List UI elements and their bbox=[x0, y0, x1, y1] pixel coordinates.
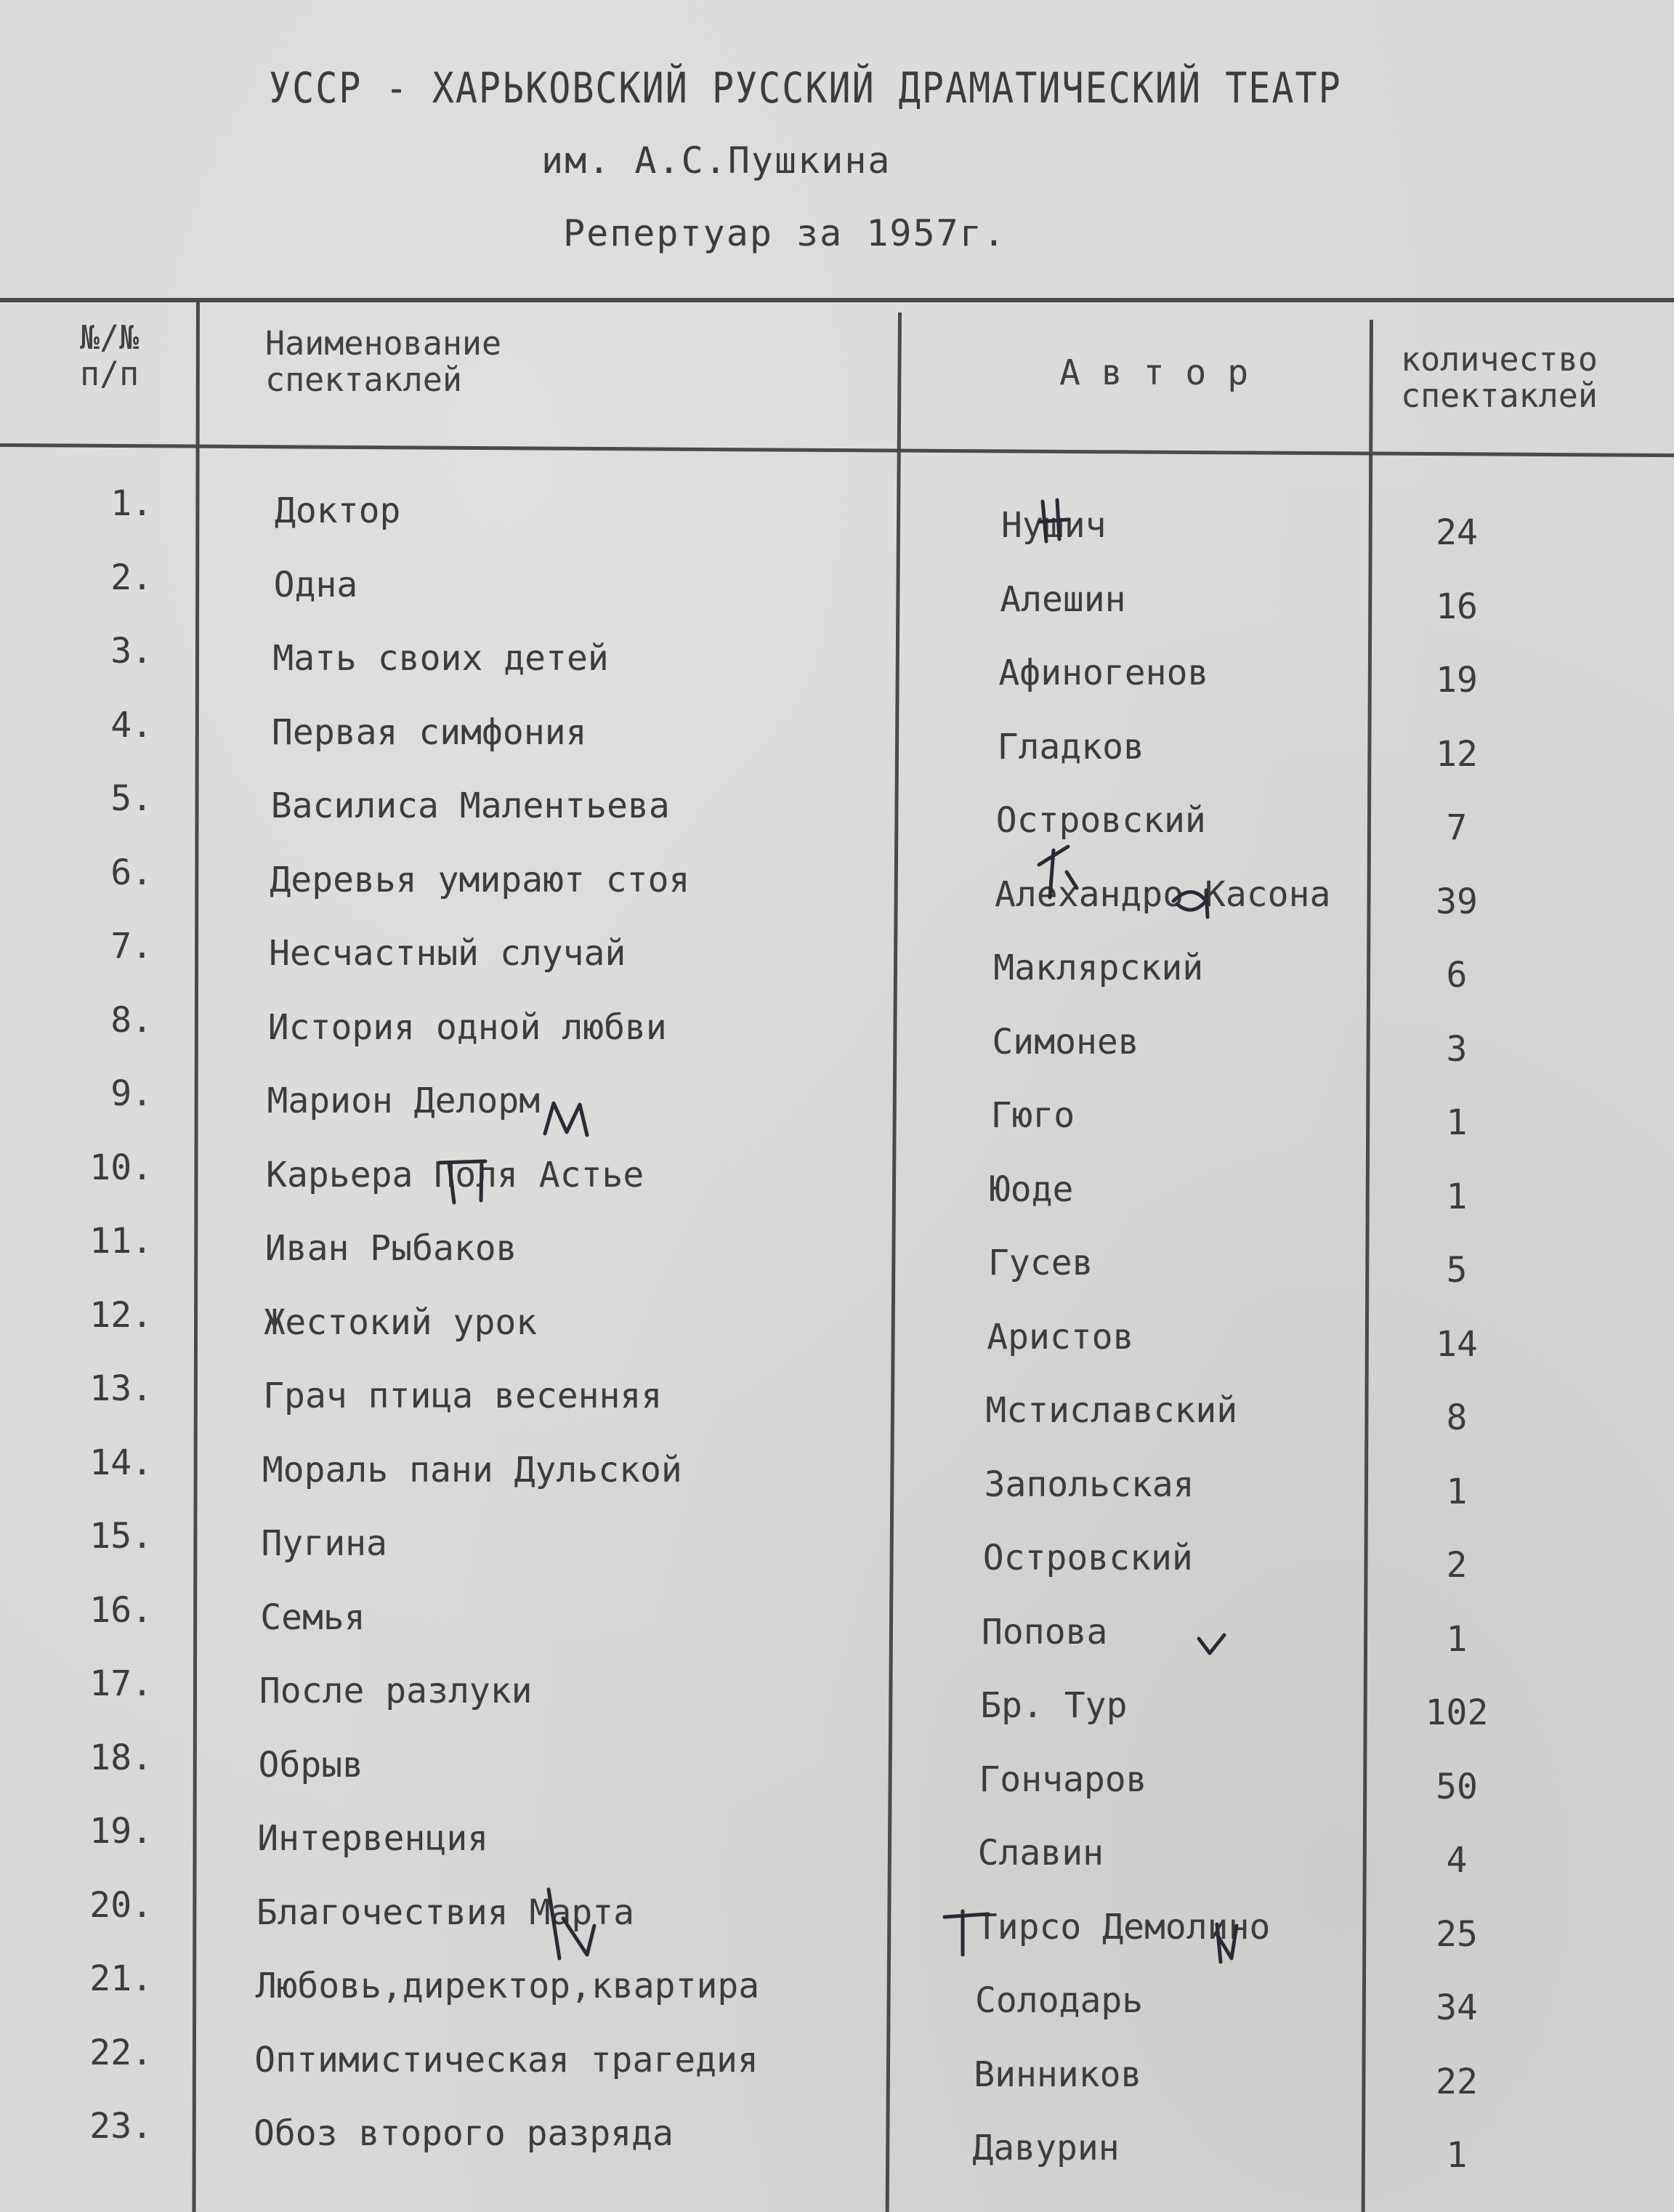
performance-count: 25 bbox=[1436, 1913, 1478, 1955]
performance-author: Запольская bbox=[984, 1464, 1194, 1505]
performance-author: Афиногенов bbox=[998, 653, 1209, 693]
performance-count: 7 bbox=[1446, 807, 1468, 848]
performance-count: 34 bbox=[1436, 1987, 1478, 2028]
document-heading-repertoire: Репертуар за 1957г. bbox=[563, 212, 1006, 254]
performance-title: Одна bbox=[273, 564, 358, 605]
performance-author: Нушич bbox=[1001, 505, 1107, 546]
row-number: 14. bbox=[89, 1442, 153, 1483]
performance-author: Гусев bbox=[988, 1243, 1093, 1283]
performance-author: Гюго bbox=[990, 1095, 1075, 1136]
performance-count: 39 bbox=[1436, 881, 1478, 922]
row-number: 19. bbox=[89, 1811, 153, 1852]
performance-count: 1 bbox=[1446, 1471, 1468, 1512]
performance-title: История одной любви bbox=[267, 1006, 667, 1048]
performance-count: 102 bbox=[1425, 1692, 1489, 1733]
performance-author: Алехандро Касона bbox=[995, 873, 1331, 915]
performance-title: Карьера Поля Астье bbox=[266, 1154, 644, 1195]
performance-count: 16 bbox=[1436, 586, 1478, 627]
performance-title: Мораль пани Дульской bbox=[262, 1449, 682, 1490]
performance-title: Благочествия Марта bbox=[256, 1892, 635, 1933]
performance-count: 8 bbox=[1446, 1397, 1468, 1438]
document-heading-institution: УССР - ХАРЬКОВСКИЙ РУССКИЙ ДРАМАТИЧЕСКИЙ ТЕАТР bbox=[269, 64, 1342, 113]
row-number: 2. bbox=[110, 557, 153, 598]
column-header-title: Наименование спектаклей bbox=[265, 324, 502, 399]
performance-author: Винников bbox=[974, 2054, 1142, 2095]
performance-count: 24 bbox=[1436, 512, 1478, 553]
performance-count: 1 bbox=[1446, 1618, 1468, 1660]
performance-title: Любовь,директор,квартира bbox=[255, 1966, 760, 2006]
row-number: 17. bbox=[89, 1663, 153, 1704]
performance-count: 12 bbox=[1436, 733, 1478, 775]
performance-author: Алешин bbox=[1000, 578, 1126, 620]
performance-title: Оптимистическая трагедия bbox=[254, 2039, 759, 2080]
performance-count: 6 bbox=[1446, 955, 1468, 996]
performance-author: Гладков bbox=[997, 726, 1144, 767]
row-number: 11. bbox=[89, 1221, 153, 1262]
row-number: 9. bbox=[110, 1073, 153, 1114]
performance-title: Обоз второго разряда bbox=[253, 2113, 674, 2154]
performance-title: Грач птица весенняя bbox=[263, 1376, 663, 1416]
performance-count: 50 bbox=[1436, 1766, 1478, 1807]
performance-author: Давурин bbox=[972, 2128, 1120, 2168]
performance-author: Тирсо Демолино bbox=[976, 1906, 1271, 1947]
row-number: 12. bbox=[89, 1294, 153, 1336]
row-number: 10. bbox=[89, 1147, 153, 1188]
row-number: 8. bbox=[110, 999, 153, 1041]
performance-title: Несчастный случай bbox=[269, 933, 626, 974]
performance-title: После разлуки bbox=[259, 1671, 533, 1711]
column-divider-1 bbox=[192, 298, 200, 2212]
row-number: 4. bbox=[110, 704, 153, 746]
row-number: 1. bbox=[110, 483, 153, 524]
document-heading-name: им. А.С.Пушкина bbox=[541, 140, 891, 182]
performance-count: 1 bbox=[1446, 2135, 1468, 2176]
performance-title: Марион Делорм bbox=[267, 1081, 541, 1121]
performance-count: 19 bbox=[1436, 660, 1478, 701]
column-header-count: количество спектаклей bbox=[1401, 340, 1598, 415]
performance-title: Мать своих детей bbox=[272, 638, 609, 679]
performance-title: Иван Рыбаков bbox=[264, 1228, 517, 1269]
performance-title: Пугина bbox=[261, 1523, 387, 1564]
row-number: 3. bbox=[110, 631, 153, 671]
performance-count: 14 bbox=[1436, 1323, 1478, 1365]
performance-author: Аристов bbox=[987, 1316, 1134, 1357]
column-header-author: А в т о р bbox=[1059, 352, 1249, 393]
row-number: 15. bbox=[89, 1516, 153, 1557]
performance-title: Василиса Малентьева bbox=[270, 786, 670, 826]
row-number: 23. bbox=[89, 2106, 153, 2147]
row-number: 22. bbox=[89, 2032, 153, 2073]
column-divider-3 bbox=[1362, 320, 1373, 2212]
performance-count: 5 bbox=[1446, 1250, 1468, 1291]
row-number: 16. bbox=[89, 1589, 153, 1631]
performance-count: 3 bbox=[1446, 1028, 1468, 1070]
performance-title: Семья bbox=[260, 1597, 365, 1638]
performance-title: Интервенция bbox=[257, 1818, 489, 1859]
column-divider-2 bbox=[886, 312, 902, 2212]
table-top-rule bbox=[0, 298, 1674, 302]
performance-count: 22 bbox=[1436, 2061, 1478, 2102]
performance-author: Гончаров bbox=[979, 1759, 1147, 1800]
performance-author: Солодарь bbox=[975, 1980, 1144, 2021]
performance-author: Мстиславский bbox=[985, 1390, 1238, 1431]
performance-count: 2 bbox=[1446, 1545, 1468, 1586]
row-number: 7. bbox=[110, 926, 153, 966]
performance-title: Первая симфония bbox=[272, 711, 587, 753]
performance-author: Юоде bbox=[989, 1168, 1074, 1210]
row-number: 6. bbox=[110, 852, 153, 893]
column-header-number: №/№ п/п bbox=[80, 318, 140, 393]
row-number: 18. bbox=[89, 1737, 153, 1778]
performance-title: Обрыв bbox=[258, 1744, 364, 1785]
performance-author: Симонев bbox=[992, 1021, 1139, 1062]
performance-count: 1 bbox=[1446, 1176, 1468, 1217]
performance-author: Славин bbox=[977, 1833, 1104, 1873]
performance-author: Маклярский bbox=[993, 948, 1204, 988]
performance-title: Доктор bbox=[275, 491, 401, 531]
row-number: 21. bbox=[89, 1958, 153, 1999]
row-number: 5. bbox=[110, 778, 153, 819]
performance-author: Островский bbox=[995, 800, 1206, 841]
row-number: 20. bbox=[89, 1884, 153, 1926]
performance-title: Жестокий урок bbox=[264, 1301, 538, 1343]
performance-author: Островский bbox=[982, 1538, 1193, 1578]
performance-title: Деревья умирают стоя bbox=[270, 859, 690, 900]
table-header-bottom-rule bbox=[0, 443, 1674, 457]
performance-count: 4 bbox=[1446, 1840, 1468, 1881]
performance-author: Бр. Тур bbox=[980, 1685, 1128, 1726]
performance-count: 1 bbox=[1446, 1102, 1468, 1143]
performance-author: Попова bbox=[982, 1611, 1108, 1652]
row-number: 13. bbox=[89, 1368, 153, 1409]
